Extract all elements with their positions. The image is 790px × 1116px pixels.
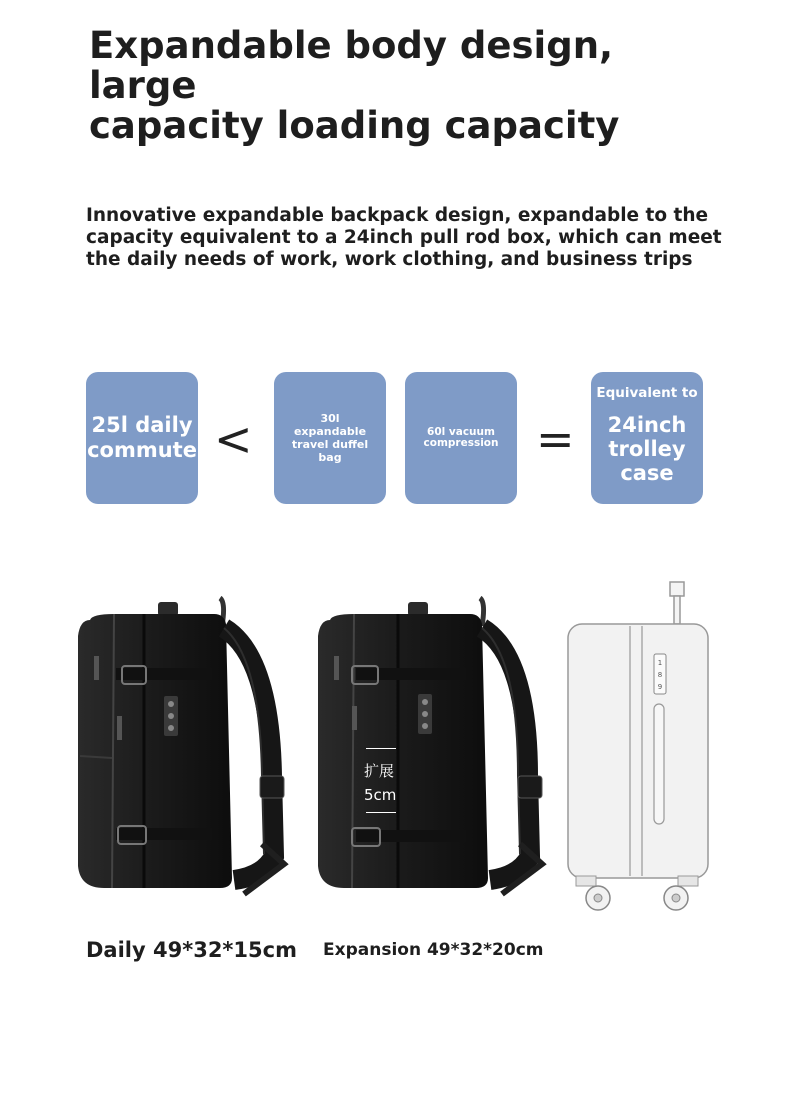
capacity-box-25l-line1: 25l daily bbox=[91, 413, 193, 437]
capacity-box-30l-line1: 30l bbox=[320, 412, 340, 425]
expansion-arrow-bottom bbox=[366, 812, 396, 813]
expansion-label: 扩展 bbox=[364, 762, 395, 780]
headline bbox=[89, 26, 729, 146]
expansion-arrow-top bbox=[366, 748, 396, 749]
capacity-box-25l-line2: commute bbox=[87, 438, 197, 462]
description-line-3: the daily needs of work, work clothing, and business trips bbox=[86, 249, 693, 270]
lock-digit-3: 9 bbox=[657, 683, 663, 691]
capacity-box-trolley-line3: case bbox=[620, 461, 674, 485]
capacity-box-60l bbox=[405, 372, 517, 504]
capacity-box-60l-line2: compression bbox=[423, 437, 499, 449]
caption-daily-size: Daily 49*32*15cm bbox=[86, 938, 297, 962]
capacity-box-trolley bbox=[591, 372, 703, 504]
caption-expansion-size: Expansion 49*32*20cm bbox=[323, 940, 544, 960]
backpack-daily-image bbox=[74, 596, 294, 902]
lock-digit-1: 1 bbox=[657, 659, 663, 667]
headline-line-2: capacity loading capacity bbox=[89, 104, 620, 147]
description bbox=[86, 205, 726, 271]
expansion-size: 5cm bbox=[364, 786, 397, 804]
capacity-box-30l bbox=[274, 372, 386, 504]
headline-line-1: Expandable body design, large bbox=[89, 24, 614, 107]
capacity-box-30l-line2: expandable bbox=[293, 425, 367, 438]
trolley-case-image bbox=[562, 578, 714, 916]
capacity-box-trolley-line2: trolley bbox=[608, 437, 686, 461]
capacity-box-trolley-heading: Equivalent to bbox=[596, 385, 698, 401]
capacity-box-30l-line4: bag bbox=[318, 451, 342, 464]
capacity-box-25l bbox=[86, 372, 198, 504]
lock-digit-2: 8 bbox=[657, 671, 663, 679]
capacity-box-60l-line1: 60l vacuum bbox=[427, 426, 495, 438]
capacity-box-30l-line3: travel duffel bbox=[291, 438, 369, 451]
capacity-box-trolley-line1: 24inch bbox=[607, 413, 687, 437]
equals-symbol: = bbox=[536, 412, 575, 466]
backpack-expanded-image bbox=[314, 596, 550, 902]
description-line-2: capacity equivalent to a 24inch pull rod box, which can meet bbox=[86, 227, 722, 248]
description-line-1: Innovative expandable backpack design, expandable to the bbox=[86, 205, 709, 226]
less-than-symbol: < bbox=[214, 412, 253, 466]
